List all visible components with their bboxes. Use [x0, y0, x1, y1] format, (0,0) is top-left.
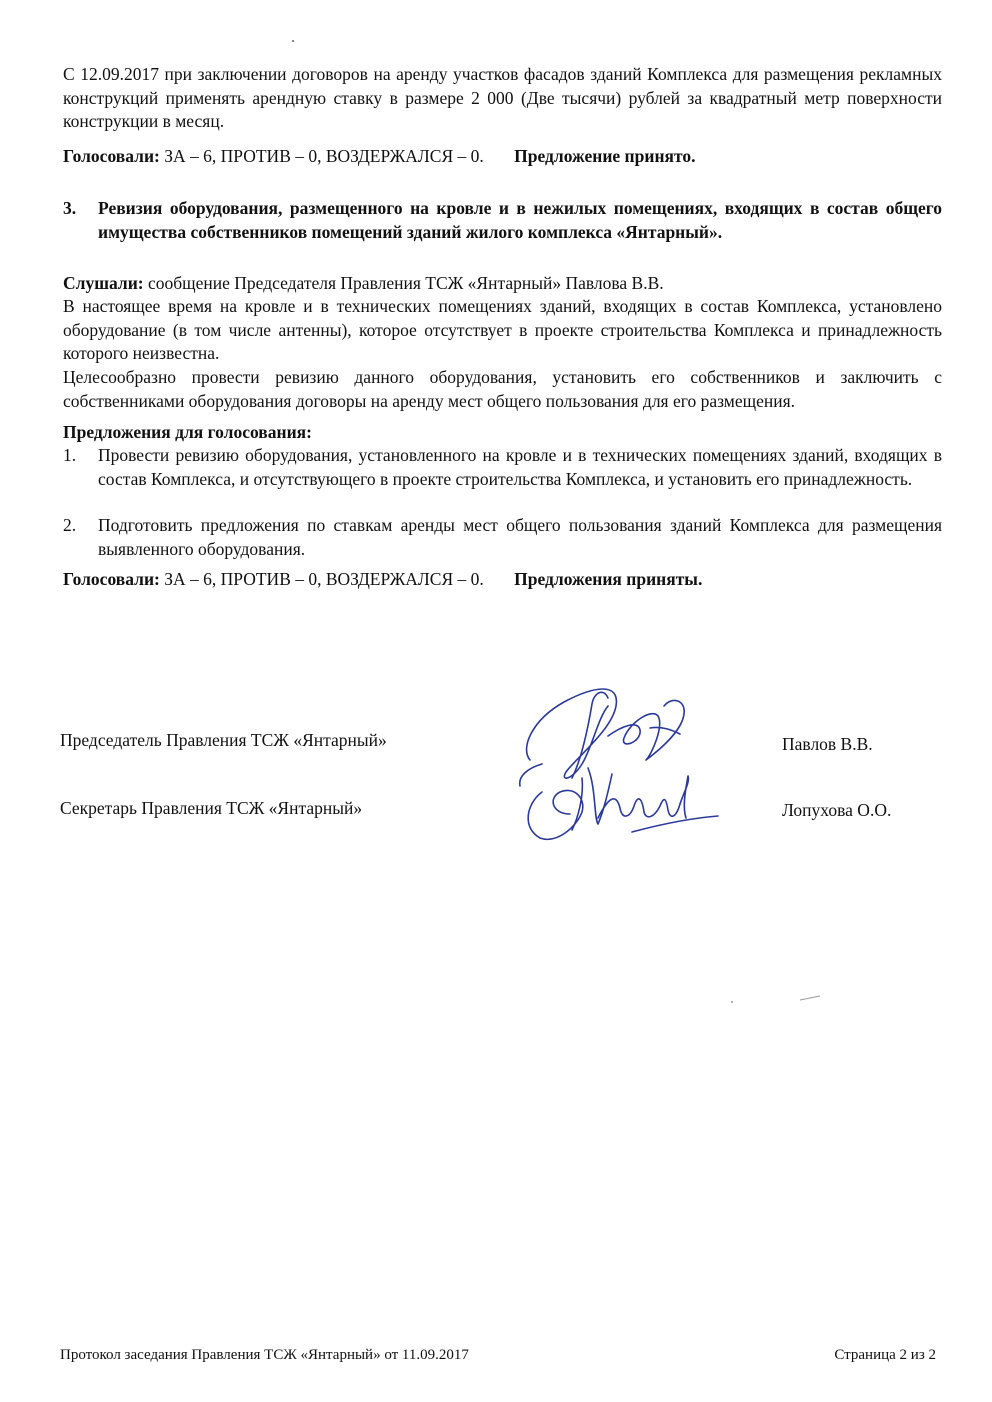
proposal-text-1: Провести ревизию оборудования, установленного на кровле и в технических помещениях зданий, входящих в состав Комплекса, и отсутствующего в проекте строительства Комплекса, и установить его принадлежность. [98, 445, 942, 489]
agenda-item-heading: Ревизия оборудования, размещенного на кровле и в нежилых помещениях, входящих в состав общего имущества собственников помещений зданий жилого комплекса «Янтарный». [98, 198, 942, 242]
heard-text: сообщение Председателя Правления ТСЖ «Янтарный» Павлова В.В. [148, 273, 664, 293]
proposal-number-1: 1. [63, 445, 77, 465]
heard-line [63, 272, 942, 296]
vote-result-2 [63, 568, 702, 591]
scan-specks [728, 990, 828, 1010]
vote-outcome: Предложения приняты. [514, 569, 703, 589]
proposal-text-2: Подготовить предложения по ставкам аренды мест общего пользования зданий Комплекса для размещения выявленного оборудования. [98, 515, 942, 559]
vote-counts: ЗА – 6, ПРОТИВ – 0, ВОЗДЕРЖАЛСЯ – 0. [164, 146, 484, 166]
proposal-number-2: 2. [63, 515, 77, 535]
vote-outcome: Предложение принято. [514, 146, 696, 166]
vote-label: Голосовали: [63, 569, 160, 589]
footer-page-number: Страница 2 из 2 [834, 1347, 936, 1363]
handwritten-signature [512, 668, 732, 850]
vote-result-1 [63, 145, 696, 168]
vote-label: Голосовали: [63, 146, 160, 166]
secretary-name: Лопухова О.О. [782, 800, 892, 820]
chair-name: Павлов В.В. [782, 734, 873, 754]
secretary-title: Секретарь Правления ТСЖ «Янтарный» [60, 798, 363, 818]
body-paragraph-1: В настоящее время на кровле и в технических помещениях зданий, входящих в состав Комплекса, установлено оборудование (в том числе антенны), которое отсутствует в проекте строительства Комплекса и принадлежность которого неизвестна. [63, 296, 942, 363]
body-paragraph-2: Целесообразно провести ревизию данного оборудования, установить его собственников и заключить с собственниками оборудования договоры на аренду мест общего пользования для его размещения. [63, 367, 942, 411]
proposals-heading: Предложения для голосования: [63, 422, 312, 442]
heard-label: Слушали: [63, 273, 144, 293]
vote-counts: ЗА – 6, ПРОТИВ – 0, ВОЗДЕРЖАЛСЯ – 0. [164, 569, 484, 589]
chair-title: Председатель Правления ТСЖ «Янтарный» [60, 730, 387, 750]
scan-speck [292, 40, 294, 42]
footer-document-title: Протокол заседания Правления ТСЖ «Янтарный» от 11.09.2017 [60, 1347, 469, 1363]
agenda-item-number: 3. [63, 198, 77, 218]
intro-paragraph: С 12.09.2017 при заключении договоров на аренду участков фасадов зданий Комплекса для размещения рекламных конструкций применять арендную ставку в размере 2 000 (Две тысячи) рублей за квадратный метр поверхности конструкции в месяц. [63, 64, 942, 131]
